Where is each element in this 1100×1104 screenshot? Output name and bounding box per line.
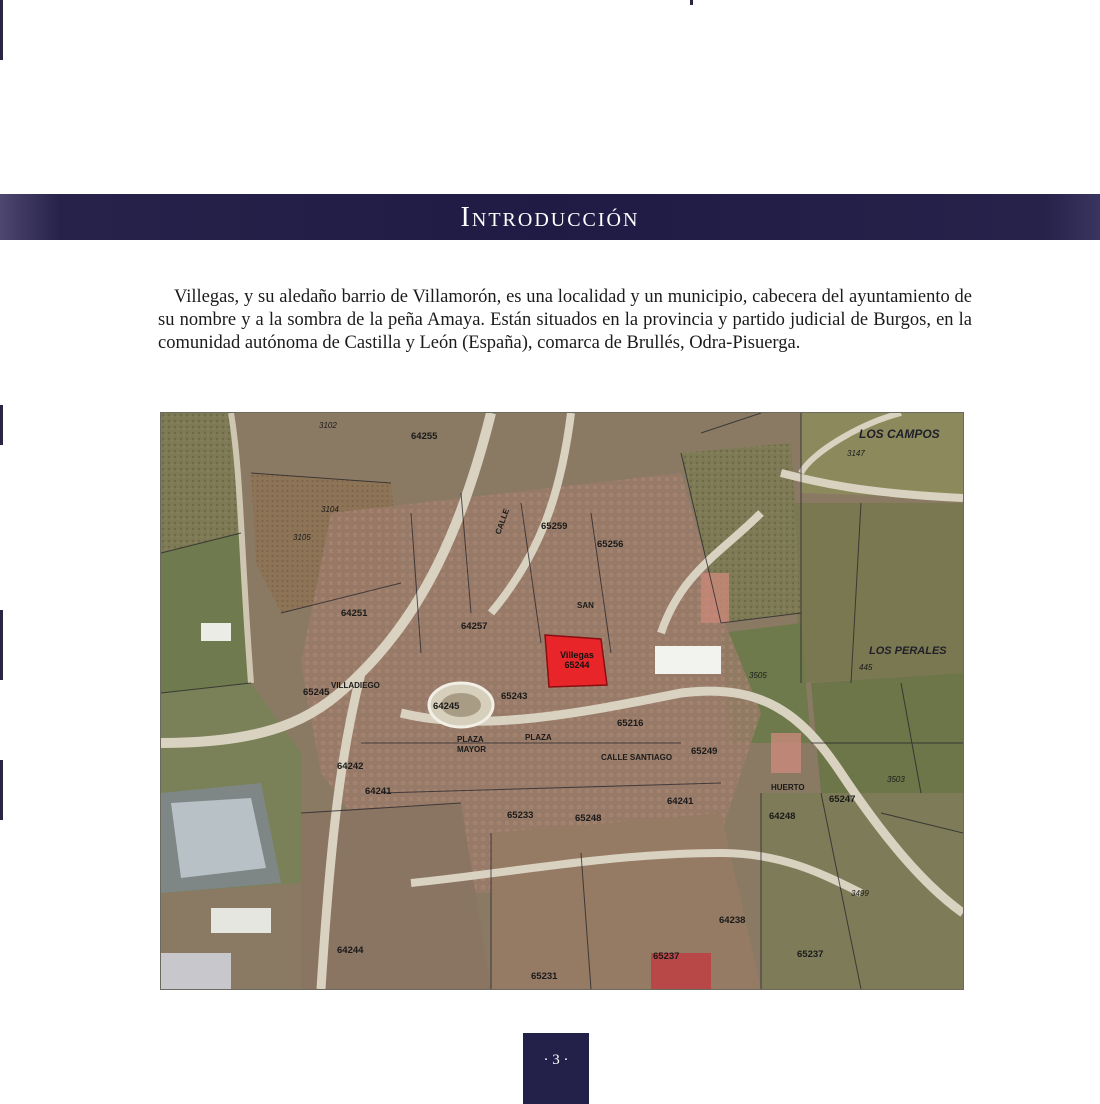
- intro-paragraph: Villegas, y su aledaño barrio de Villamorón, es una localidad y un municipio, cabecera del ayuntamiento de su nombre y a la sombra de la peña Amaya. Están situados en la provincia y partido judicial de Burgos, en la comunidad autónoma de Castilla y León (España), comarca de Brullés, Odra-Pisuerga.: [158, 287, 972, 353]
- parcel-code: 3102: [319, 421, 337, 430]
- parcel-code: 64251: [341, 608, 368, 619]
- parcel-code: 64255: [411, 431, 438, 442]
- parcel-code: 3503: [887, 775, 905, 784]
- parcel-code: 65216: [617, 718, 644, 729]
- parcel-code: 65237: [653, 951, 680, 962]
- parcel-code: 64242: [337, 761, 364, 772]
- top-edge-mark: [690, 0, 693, 5]
- parcel-code: 445: [859, 663, 873, 672]
- page-number: · 3 ·: [543, 1052, 569, 1068]
- parcel-code: 64238: [719, 915, 746, 926]
- section-title: Introducción: [460, 202, 640, 233]
- left-edge-mark: [0, 760, 3, 820]
- parcel-code: 64244: [337, 945, 364, 956]
- aerial-map-image: [161, 413, 963, 989]
- parcel-code: 65248: [575, 813, 602, 824]
- highlighted-parcel-code: 65244: [564, 660, 590, 670]
- parcel-code: 65237: [797, 949, 824, 960]
- highlighted-parcel-label: [549, 650, 605, 670]
- place-label: LOS CAMPOS: [859, 427, 940, 441]
- parcel-code: 65256: [597, 539, 624, 550]
- parcel-code: 3147: [847, 449, 865, 458]
- street-label: PLAZA: [525, 733, 552, 742]
- parcel-code: 3505: [749, 671, 767, 680]
- highlighted-parcel-name: Villegas: [560, 650, 594, 660]
- left-edge-mark: [0, 0, 3, 60]
- street-label: SAN: [577, 601, 594, 610]
- parcel-code: 65233: [507, 810, 534, 821]
- parcel-code: 3499: [851, 889, 869, 898]
- street-label: PLAZA: [457, 735, 484, 744]
- street-label: VILLADIEGO: [331, 681, 380, 690]
- street-label: HUERTO: [771, 783, 805, 792]
- parcel-code: 65247: [829, 794, 856, 805]
- parcel-code: 3105: [293, 533, 311, 542]
- left-edge-mark: [0, 610, 3, 680]
- parcel-code: 65245: [303, 687, 330, 698]
- parcel-code: 64241: [365, 786, 392, 797]
- parcel-code: 64245: [433, 701, 460, 712]
- street-label: MAYOR: [457, 745, 487, 754]
- parcel-code: 64241: [667, 796, 694, 807]
- left-edge-mark: [0, 405, 3, 445]
- parcel-code: 65231: [531, 971, 558, 982]
- parcel-code: 64257: [461, 621, 488, 632]
- parcel-code: 65259: [541, 521, 568, 532]
- cadastral-map: [160, 412, 964, 990]
- parcel-code: 65243: [501, 691, 528, 702]
- street-label: CALLE: [493, 507, 512, 536]
- place-label: LOS PERALES: [869, 645, 947, 657]
- street-label: CALLE SANTIAGO: [601, 753, 673, 762]
- parcel-code: 3104: [321, 505, 339, 514]
- parcel-code: 64248: [769, 811, 796, 822]
- parcel-code: 65249: [691, 746, 718, 757]
